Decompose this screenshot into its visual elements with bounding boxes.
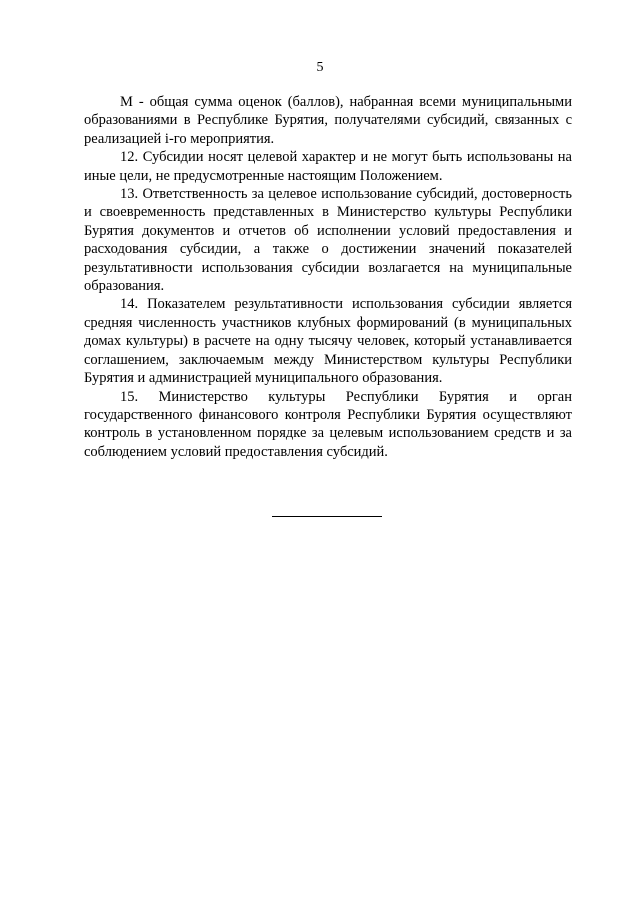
paragraph-14: 14. Показателем результативности использования субсидии является средняя численность участников клубных формирований (в муниципальных домах культуры) в расчете на одну тысячу человек, который устанавливается соглашением, заключаемым между Министерством культуры Республики Бурятия и администрацией муниципального образования.	[84, 296, 572, 387]
paragraph-15: 15. Министерство культуры Республики Бурятия и орган государственного финансового контроля Республики Бурятия осуществляют контроль в установленном порядке за целевым использованием средств и за соблюдением условий предоставления субсидий.	[84, 388, 572, 460]
paragraph-13: 13. Ответственность за целевое использование субсидий, достоверность и своевременность представленных в Министерство культуры Республики Бурятия документов и отчетов об исполнении условий предоставления и расходования субсидии, а также о достижении значений показателей результативности использования субсидии возлагается на муниципальные образования.	[84, 186, 572, 295]
paragraph-m-definition: M - общая сумма оценок (баллов), набранная всеми муниципальными образованиями в Республике Бурятия, получателями субсидий, связанных с реализацией i-го мероприятия.	[84, 94, 572, 147]
page-number: 5	[316, 60, 324, 75]
paragraph-12: 12. Субсидии носят целевой характер и не могут быть использованы на иные цели, не предусмотренные настоящим Положением.	[84, 149, 572, 184]
document-body	[84, 93, 572, 461]
closing-divider-line	[272, 516, 382, 517]
